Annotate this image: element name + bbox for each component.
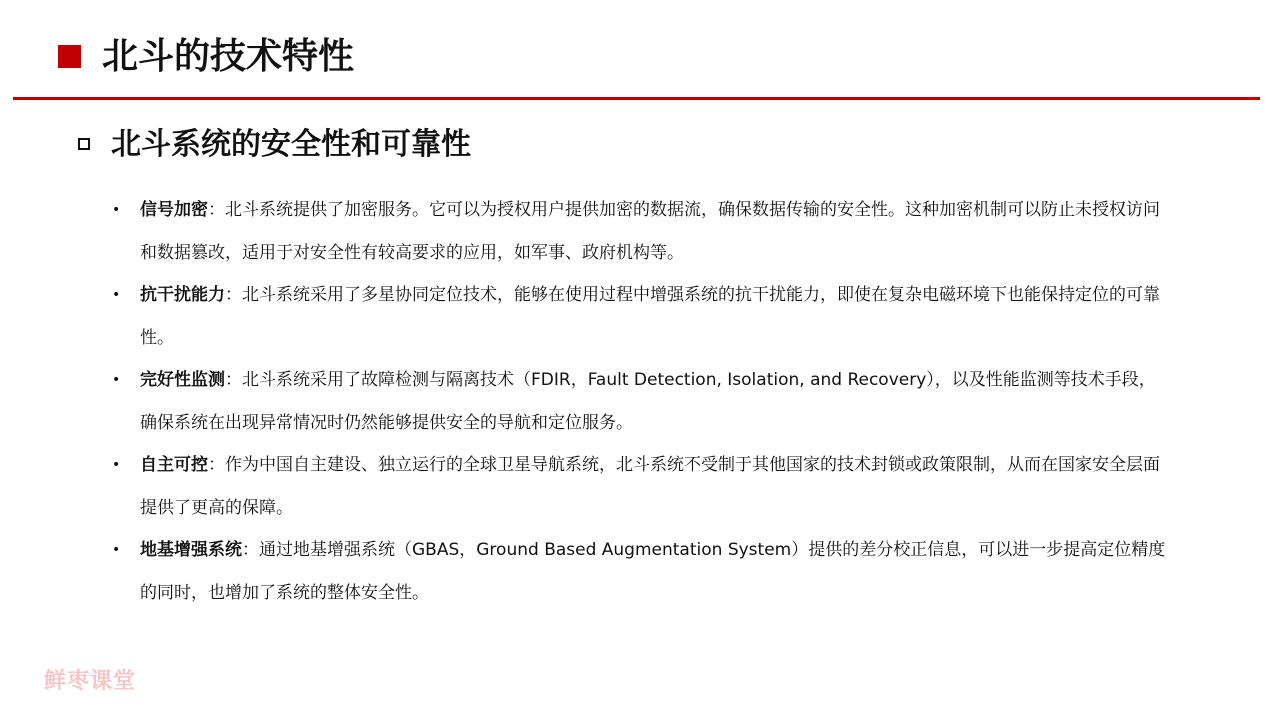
bullet-dot-icon: • xyxy=(112,287,121,303)
hollow-square-bullet-icon xyxy=(78,138,90,150)
bullet-term: 完好性监测 xyxy=(140,370,225,390)
bullet-term: 自主可控 xyxy=(140,455,208,475)
bullet-text: 北斗系统采用了故障检测与隔离技术（FDIR，Fault Detection, Isolation, and Recovery），以及性能监测等技术手段，确保系统在出现异常情况时仍然能够提供安全的导航和定位服务。 xyxy=(140,370,1156,433)
bullet-separator: ： xyxy=(225,370,242,390)
title-divider xyxy=(13,97,1260,100)
watermark-logo: 鲜枣课堂 xyxy=(44,669,137,694)
bullet-term: 抗干扰能力 xyxy=(140,285,225,305)
bullet-item-signal-encryption xyxy=(112,189,1172,274)
bullet-dot-icon: • xyxy=(112,202,121,218)
bullet-item-anti-jamming xyxy=(112,274,1172,359)
bullet-dot-icon: • xyxy=(112,542,121,558)
bullet-separator: ： xyxy=(225,285,242,305)
title-square-marker-icon xyxy=(58,45,81,68)
bullet-term: 信号加密 xyxy=(140,200,208,220)
bullet-dot-icon: • xyxy=(112,457,121,473)
bullet-text: 作为中国自主建设、独立运行的全球卫星导航系统，北斗系统不受制于其他国家的技术封锁或政策限制，从而在国家安全层面提供了更高的保障。 xyxy=(140,455,1160,518)
bullet-text: 北斗系统采用了多星协同定位技术，能够在使用过程中增强系统的抗干扰能力，即使在复杂电磁环境下也能保持定位的可靠性。 xyxy=(140,285,1160,348)
bullet-item-gbas xyxy=(112,529,1172,614)
bullet-separator: ： xyxy=(208,455,225,475)
bullet-list xyxy=(112,189,1172,614)
bullet-term: 地基增强系统 xyxy=(140,540,242,560)
bullet-separator: ： xyxy=(242,540,259,560)
bullet-text: 通过地基增强系统（GBAS，Ground Based Augmentation System）提供的差分校正信息，可以进一步提高定位精度的同时，也增加了系统的整体安全性。 xyxy=(140,540,1166,603)
bullet-dot-icon: • xyxy=(112,372,121,388)
bullet-item-integrity-monitoring xyxy=(112,359,1172,444)
page-title: 北斗的技术特性 xyxy=(102,36,355,77)
section-title: 北斗系统的安全性和可靠性 xyxy=(111,127,471,162)
bullet-separator: ： xyxy=(208,200,225,220)
bullet-text: 北斗系统提供了加密服务。它可以为授权用户提供加密的数据流，确保数据传输的安全性。这种加密机制可以防止未授权访问和数据篡改，适用于对安全性有较高要求的应用，如军事、政府机构等。 xyxy=(140,200,1160,263)
bullet-item-autonomy xyxy=(112,444,1172,529)
